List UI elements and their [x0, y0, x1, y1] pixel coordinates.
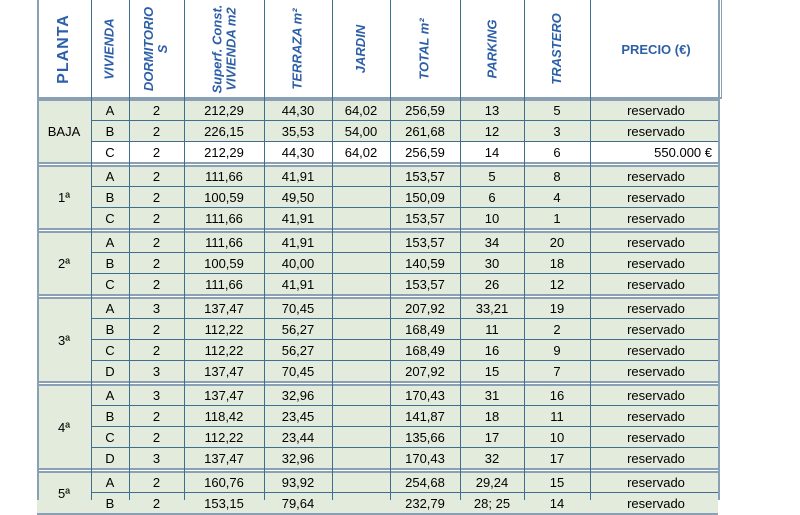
cell-terraza: 56,27 [281, 343, 315, 358]
grid-line [37, 384, 718, 386]
cell-trastero: 12 [549, 277, 565, 292]
grid-line [91, 252, 718, 253]
grid-line [91, 405, 718, 406]
cell-superficie: 111,66 [205, 211, 243, 226]
cell-terraza: 23,45 [281, 409, 315, 424]
cell-total: 153,57 [405, 169, 445, 184]
cell-terraza: 41,91 [281, 235, 315, 250]
cell-precio: reservado [627, 343, 685, 358]
cell-vivienda: B [105, 322, 115, 337]
cell-precio: reservado [627, 103, 685, 118]
cell-dormitorios: 2 [152, 475, 161, 490]
cell-parking: 15 [484, 364, 500, 379]
cell-superficie: 112,22 [204, 322, 244, 337]
planta-label: 1ª [37, 166, 91, 229]
cell-parking: 14 [484, 145, 500, 160]
grid-line [91, 447, 718, 448]
grid-line [91, 426, 718, 427]
grid-line [184, 0, 185, 500]
cell-superficie: 160,76 [204, 475, 244, 490]
cell-trastero: 1 [553, 211, 561, 226]
grid-line [37, 231, 718, 233]
cell-terraza: 56,27 [281, 322, 315, 337]
cell-dormitorios: 3 [152, 364, 161, 379]
cell-parking: 33,21 [475, 301, 509, 316]
grid-line [390, 0, 391, 500]
cell-vivienda: A [105, 169, 115, 184]
cell-vivienda: A [105, 475, 115, 490]
cell-terraza: 44,30 [281, 145, 315, 160]
cell-vivienda: B [105, 409, 115, 424]
cell-parking: 10 [484, 211, 500, 226]
cell-vivienda: B [105, 124, 115, 139]
cell-precio: reservado [627, 301, 685, 316]
cell-total: 254,68 [405, 475, 445, 490]
header-jardin-label: JARDIN [353, 24, 368, 74]
cell-precio: reservado [627, 451, 685, 466]
cell-dormitorios: 2 [152, 430, 161, 445]
header-precio-label: PRECIO (€) [621, 41, 691, 57]
cell-trastero: 19 [549, 301, 565, 316]
planta-label: BAJA [37, 100, 91, 163]
cell-superficie: 137,47 [204, 451, 244, 466]
cell-dormitorios: 3 [152, 301, 161, 316]
cell-parking: 32 [484, 451, 500, 466]
cell-parking: 11 [485, 322, 499, 337]
table-header [0, 0, 722, 98]
cell-vivienda: C [105, 277, 115, 292]
cell-parking: 31 [484, 388, 500, 403]
cell-parking: 18 [484, 409, 500, 424]
grid-line [37, 97, 722, 99]
grid-line [37, 471, 718, 473]
cell-trastero: 10 [549, 430, 565, 445]
cell-precio: reservado [627, 277, 685, 292]
cell-vivienda: C [105, 145, 115, 160]
cell-trastero: 8 [553, 169, 561, 184]
cell-total: 261,68 [405, 124, 445, 139]
grid-line [91, 186, 718, 187]
cell-vivienda: C [105, 343, 115, 358]
grid-line [91, 492, 718, 493]
cell-total: 153,57 [405, 235, 445, 250]
cell-total: 153,57 [405, 211, 445, 226]
cell-terraza: 32,96 [281, 388, 315, 403]
header-dormitorios-line2: S [155, 44, 171, 54]
cell-terraza: 49,50 [281, 190, 315, 205]
header-superficie-label [210, 5, 238, 94]
cell-dormitorios: 2 [152, 211, 161, 226]
cell-vivienda: B [105, 190, 115, 205]
planta-label: 2ª [37, 232, 91, 295]
cell-total: 153,57 [405, 277, 445, 292]
cell-parking: 6 [488, 190, 496, 205]
cell-parking: 34 [484, 235, 500, 250]
cell-total: 168,49 [405, 322, 445, 337]
cell-terraza: 41,91 [281, 169, 315, 184]
cell-superficie: 111,66 [205, 169, 243, 184]
grid-line [91, 0, 92, 500]
cell-dormitorios: 2 [152, 343, 161, 358]
grid-line [332, 0, 333, 500]
cell-superficie: 153,15 [204, 496, 244, 511]
cell-vivienda: C [105, 211, 115, 226]
header-superficie [184, 0, 264, 98]
grid-line [37, 162, 718, 164]
cell-dormitorios: 3 [152, 388, 161, 403]
cell-parking: 30 [484, 256, 500, 271]
grid-line [91, 273, 718, 274]
grid-line [37, 228, 718, 230]
cell-superficie: 111,66 [205, 235, 243, 250]
cell-superficie: 212,29 [204, 145, 244, 160]
cell-parking: 26 [484, 277, 500, 292]
header-parking [460, 0, 524, 98]
cell-total: 170,43 [405, 451, 445, 466]
cell-trastero: 3 [553, 124, 561, 139]
grid-line [91, 120, 718, 121]
grid-line [721, 0, 722, 98]
cell-precio: reservado [627, 475, 685, 490]
cell-vivienda: D [105, 364, 115, 379]
cell-terraza: 70,45 [281, 301, 315, 316]
grid-line [91, 207, 718, 208]
cell-total: 207,92 [405, 301, 445, 316]
cell-precio: reservado [627, 496, 685, 511]
cell-dormitorios: 2 [152, 169, 161, 184]
header-precio [590, 0, 722, 98]
header-terraza [264, 0, 332, 98]
cell-terraza: 23,44 [281, 430, 315, 445]
cell-trastero: 11 [550, 409, 564, 424]
header-superficie-line2: VIVIENDA m2 [223, 7, 238, 91]
cell-vivienda: A [105, 388, 115, 403]
cell-dormitorios: 2 [152, 124, 161, 139]
cell-vivienda: A [105, 103, 115, 118]
header-parking-label: PARKING [483, 19, 499, 79]
cell-vivienda: B [105, 496, 115, 511]
cell-parking: 5 [488, 169, 496, 184]
cell-terraza: 44,30 [281, 103, 315, 118]
cell-superficie: 226,15 [204, 124, 244, 139]
cell-terraza: 79,64 [281, 496, 315, 511]
cell-trastero: 17 [549, 451, 565, 466]
grid-line [460, 0, 461, 500]
cell-dormitorios: 2 [152, 496, 161, 511]
header-superficie-line1: Superf. Const. [209, 4, 224, 94]
cell-total: 256,59 [405, 103, 445, 118]
cell-precio: reservado [627, 235, 685, 250]
cell-vivienda: A [105, 235, 115, 250]
cell-total: 256,59 [405, 145, 445, 160]
planta-label: 4ª [37, 385, 91, 469]
cell-total: 135,66 [405, 430, 445, 445]
grid-line [37, 468, 718, 470]
grid-line [91, 360, 718, 361]
cell-total: 140,59 [405, 256, 445, 271]
cell-superficie: 100,59 [204, 190, 244, 205]
cell-terraza: 41,91 [281, 211, 315, 226]
cell-trastero: 7 [553, 364, 561, 379]
header-terraza-label: TERRAZA m² [290, 8, 305, 90]
cell-vivienda: A [105, 301, 115, 316]
header-trastero-label: TRASTERO [549, 13, 564, 85]
grid-line [718, 0, 720, 500]
grid-line [590, 0, 591, 500]
cell-total: 141,87 [405, 409, 445, 424]
header-dormitorios-label [143, 7, 171, 91]
cell-terraza: 40,00 [281, 256, 315, 271]
header-jardin [332, 0, 390, 98]
cell-terraza: 35,53 [281, 124, 315, 139]
grid-line [37, 381, 718, 383]
cell-dormitorios: 2 [152, 322, 161, 337]
cell-vivienda: D [105, 451, 115, 466]
cell-dormitorios: 2 [152, 256, 161, 271]
cell-precio: reservado [627, 190, 685, 205]
cell-total: 232,79 [405, 496, 445, 511]
cell-trastero: 9 [553, 343, 561, 358]
grid-line [37, 297, 718, 299]
cell-total: 207,92 [405, 364, 445, 379]
header-dormitorios [129, 0, 184, 98]
header-dormitorios-line1: DORMITORIO [141, 6, 157, 92]
header-planta [37, 0, 91, 98]
cell-total: 170,43 [405, 388, 445, 403]
cell-precio: reservado [627, 430, 685, 445]
cell-dormitorios: 2 [152, 145, 161, 160]
cell-trastero: 16 [549, 388, 565, 403]
cell-trastero: 15 [549, 475, 565, 490]
cell-superficie: 137,47 [204, 388, 244, 403]
cell-trastero: 6 [553, 145, 561, 160]
cell-terraza: 41,91 [281, 277, 315, 292]
cell-parking: 12 [484, 124, 500, 139]
grid-line [37, 0, 39, 500]
cell-precio: reservado [627, 409, 685, 424]
cell-trastero: 4 [553, 190, 561, 205]
cell-precio: reservado [627, 364, 685, 379]
planta-label: 5ª [37, 472, 91, 514]
header-vivienda-label: VIVIENDA [102, 18, 117, 80]
cell-superficie: 137,47 [204, 364, 244, 379]
cell-dormitorios: 2 [152, 409, 161, 424]
header-trastero [524, 0, 590, 98]
cell-precio: reservado [627, 211, 685, 226]
cell-trastero: 18 [549, 256, 565, 271]
grid-line [91, 141, 718, 142]
cell-total: 150,09 [405, 190, 445, 205]
cell-superficie: 111,66 [205, 277, 243, 292]
header-total [390, 0, 460, 98]
cell-precio: reservado [627, 124, 685, 139]
cell-precio: 550.000 € [654, 145, 712, 160]
grid-line [37, 165, 718, 167]
cell-superficie: 112,22 [204, 343, 244, 358]
cell-trastero: 2 [553, 322, 561, 337]
cell-dormitorios: 2 [152, 235, 161, 250]
cell-dormitorios: 3 [152, 451, 161, 466]
grid-line [37, 294, 718, 296]
cell-dormitorios: 2 [152, 190, 161, 205]
grid-line [91, 318, 718, 319]
cell-superficie: 212,29 [204, 103, 244, 118]
header-planta-label: PLANTA [55, 14, 73, 84]
cell-jardin: 64,02 [344, 103, 378, 118]
cell-total: 168,49 [405, 343, 445, 358]
grid-line [37, 99, 718, 101]
cell-trastero: 20 [549, 235, 565, 250]
cell-superficie: 100,59 [204, 256, 244, 271]
grid-line [129, 0, 130, 500]
cell-terraza: 70,45 [281, 364, 315, 379]
cell-precio: reservado [627, 322, 685, 337]
cell-superficie: 137,47 [204, 301, 244, 316]
cell-terraza: 93,92 [281, 475, 315, 490]
cell-trastero: 5 [553, 103, 561, 118]
cell-parking: 17 [484, 430, 500, 445]
cell-parking: 28; 25 [473, 496, 511, 511]
cell-jardin: 64,02 [344, 145, 378, 160]
grid-line [264, 0, 265, 500]
cell-trastero: 14 [549, 496, 565, 511]
cell-superficie: 118,42 [204, 409, 244, 424]
cell-vivienda: C [105, 430, 115, 445]
cell-precio: reservado [627, 388, 685, 403]
cell-parking: 16 [484, 343, 500, 358]
cell-precio: reservado [627, 256, 685, 271]
header-vivienda [91, 0, 129, 98]
header-total-label: TOTAL m² [416, 18, 432, 80]
cell-parking: 29,24 [475, 475, 509, 490]
cell-vivienda: B [105, 256, 115, 271]
cell-parking: 13 [484, 103, 500, 118]
cell-dormitorios: 2 [152, 277, 161, 292]
grid-line [524, 0, 525, 500]
cell-terraza: 32,96 [281, 451, 315, 466]
cell-dormitorios: 2 [152, 103, 161, 118]
cell-jardin: 54,00 [344, 124, 378, 139]
grid-line [91, 339, 718, 340]
cell-superficie: 112,22 [204, 430, 244, 445]
planta-label: 3ª [37, 298, 91, 382]
cell-precio: reservado [627, 169, 685, 184]
